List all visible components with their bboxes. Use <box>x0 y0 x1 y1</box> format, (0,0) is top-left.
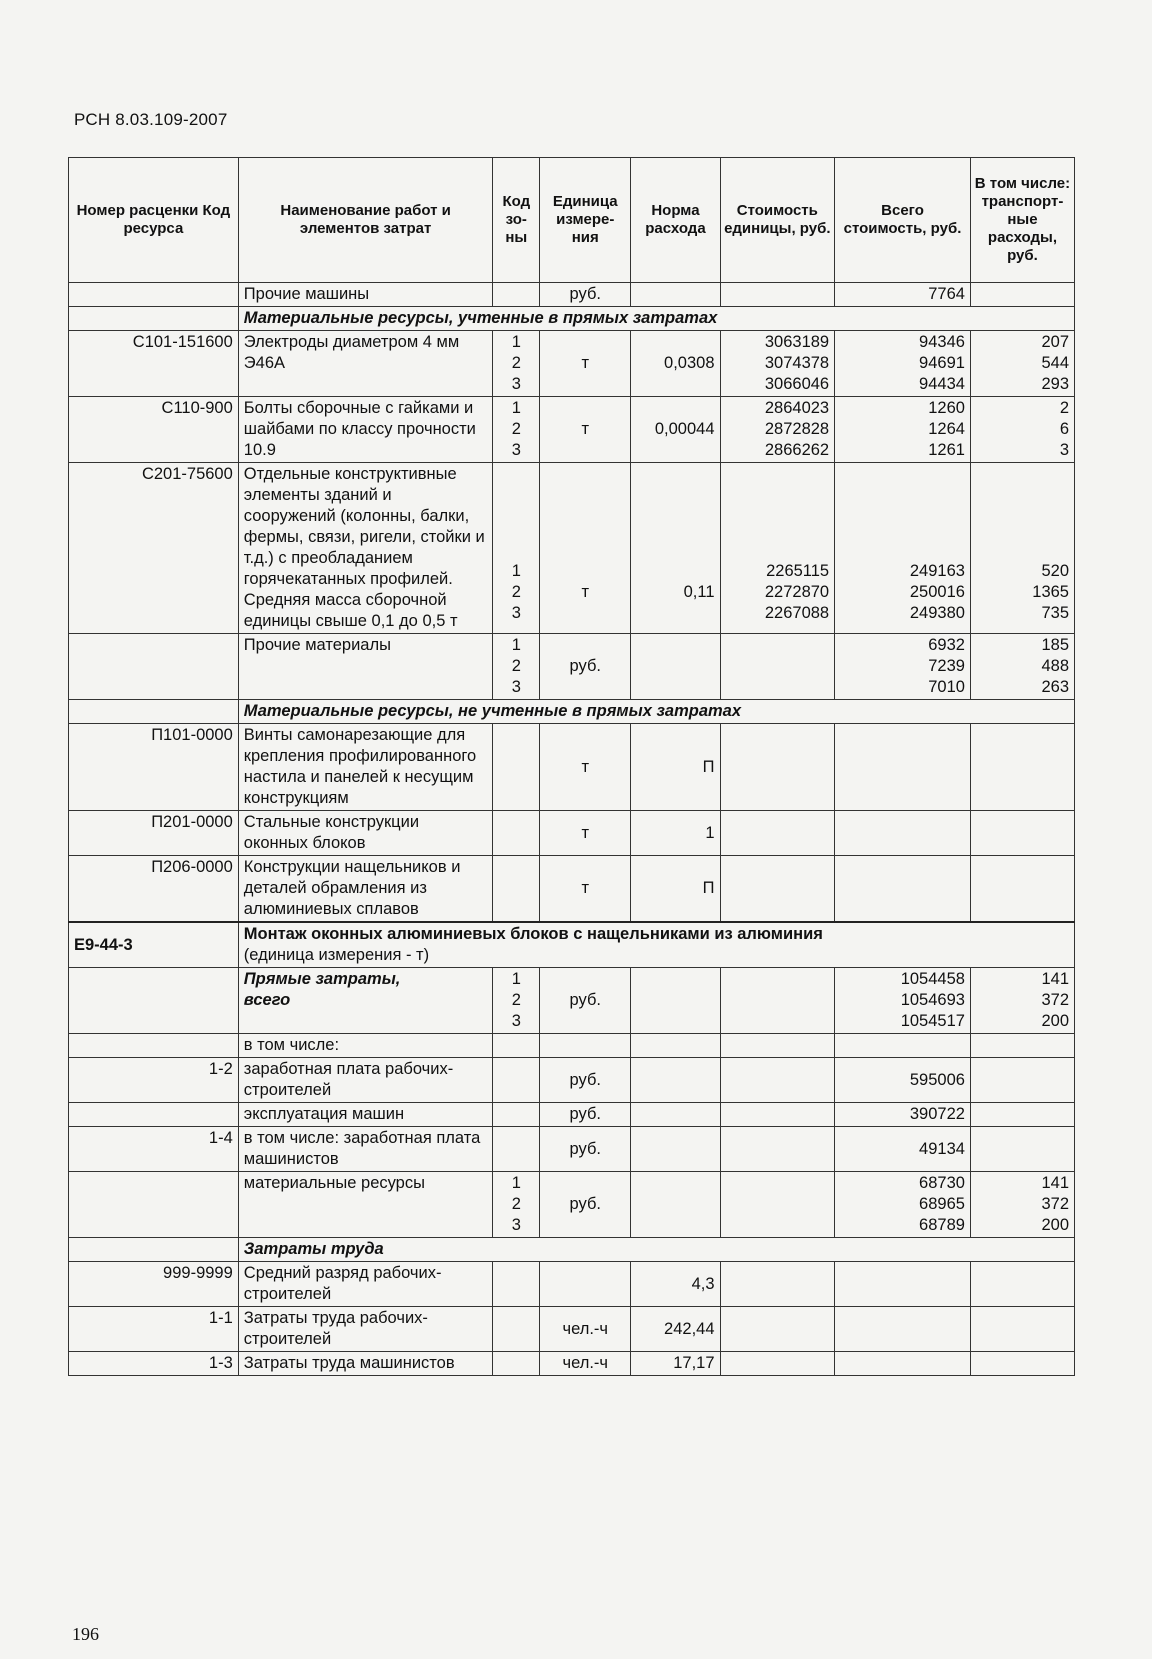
row-unit: чел.-ч <box>540 1352 631 1376</box>
section-row <box>69 1238 1075 1262</box>
row-zones: 1 2 3 <box>493 968 540 1034</box>
row-unit: руб. <box>540 1172 631 1238</box>
row-unit: т <box>540 331 631 397</box>
table-row <box>69 634 1075 700</box>
rate-title: Монтаж оконных алюминиевых блоков с нащельниками из алюминия <box>243 925 823 943</box>
rate-header-row <box>69 922 1075 968</box>
row-norm: П <box>631 856 720 923</box>
row-zones: 1 2 3 <box>493 634 540 700</box>
header-norm: Норма расхода <box>631 158 720 283</box>
table-row <box>69 811 1075 856</box>
row-unit: т <box>540 811 631 856</box>
section-title: Затраты труда <box>238 1238 1074 1262</box>
header-code: Номер расценки Код ресурса <box>69 158 239 283</box>
row-totals: 6932 7239 7010 <box>835 634 971 700</box>
row-transport: 141 372 200 <box>970 1172 1074 1238</box>
row-unit-costs: 2265115 2272870 2267088 <box>720 463 835 634</box>
row-norm: 0,00044 <box>631 397 720 463</box>
row-code: 1-3 <box>69 1352 239 1376</box>
row-name: эксплуатация машин <box>238 1103 493 1127</box>
rate-code: Е9-44-3 <box>69 922 239 968</box>
row-unit: руб. <box>540 1103 631 1127</box>
section-title: Материальные ресурсы, не учтенные в прямых затратах <box>238 700 1074 724</box>
row-zones: 1 2 3 <box>493 331 540 397</box>
table-row <box>69 1058 1075 1103</box>
row-totals: 94346 94691 94434 <box>835 331 971 397</box>
rate-title-cell <box>238 922 1074 968</box>
row-unit: т <box>540 397 631 463</box>
row-name: материальные ресурсы <box>238 1172 493 1238</box>
row-unit: руб. <box>540 634 631 700</box>
row-unit: т <box>540 856 631 923</box>
table-row <box>69 1034 1075 1058</box>
row-code: 1-1 <box>69 1307 239 1352</box>
row-name: Стальные конструкции оконных блоков <box>238 811 493 856</box>
row-name: в том числе: <box>238 1034 493 1058</box>
row-zones: 1 2 3 <box>493 397 540 463</box>
row-code: С110-900 <box>69 397 239 463</box>
row-name: Конструкции нащельников и деталей обрамления из алюминиевых сплавов <box>238 856 493 923</box>
table-row <box>69 856 1075 923</box>
row-code: 999-9999 <box>69 1262 239 1307</box>
row-norm: 1 <box>631 811 720 856</box>
row-unit-costs: 2864023 2872828 2866262 <box>720 397 835 463</box>
row-unit: т <box>540 724 631 811</box>
row-code: П201-0000 <box>69 811 239 856</box>
row-totals: 1054458 1054693 1054517 <box>835 968 971 1034</box>
table-row <box>69 397 1075 463</box>
section-title: Материальные ресурсы, учтенные в прямых затратах <box>238 307 1074 331</box>
row-name: заработная плата рабочих-строителей <box>238 1058 493 1103</box>
row-total: 7764 <box>835 283 971 307</box>
table-row <box>69 331 1075 397</box>
document-code: РСН 8.03.109-2007 <box>74 110 228 129</box>
table-row <box>69 1352 1075 1376</box>
table-row <box>69 1307 1075 1352</box>
row-total: 595006 <box>835 1058 971 1103</box>
row-totals: 1260 1264 1261 <box>835 397 971 463</box>
row-name: Отдельные конструктивные элементы зданий и сооружений (колонны, балки, фермы, связи, ригели, стойки и т.д.) с преобладанием горячекатанных профилей. Средняя масса сборочной единицы свыше 0,1 до 0,5 т <box>238 463 493 634</box>
row-code: С101-151600 <box>69 331 239 397</box>
row-code: П101-0000 <box>69 724 239 811</box>
row-total: 390722 <box>835 1103 971 1127</box>
table-row <box>69 283 1075 307</box>
row-totals: 249163 250016 249380 <box>835 463 971 634</box>
header-name: Наименование работ и элементов затрат <box>238 158 493 283</box>
row-name: Электроды диаметром 4 мм Э46А <box>238 331 493 397</box>
row-transport: 185 488 263 <box>970 634 1074 700</box>
row-unit: руб. <box>540 1058 631 1103</box>
row-name: Винты самонарезающие для крепления профилированного настила и панелей к несущим конструкциям <box>238 724 493 811</box>
header-unit-cost: Стоимость единицы, руб. <box>720 158 835 283</box>
row-norm: 4,3 <box>631 1262 720 1307</box>
table-row <box>69 1172 1075 1238</box>
section-row <box>69 700 1075 724</box>
table-row <box>69 968 1075 1034</box>
table-row <box>69 724 1075 811</box>
row-code: 1-2 <box>69 1058 239 1103</box>
header-row <box>69 158 1075 283</box>
row-totals: 68730 68965 68789 <box>835 1172 971 1238</box>
row-unit: чел.-ч <box>540 1307 631 1352</box>
table-row <box>69 463 1075 634</box>
header-unit: Единица измере- ния <box>540 158 631 283</box>
row-code: П206-0000 <box>69 856 239 923</box>
row-total: 49134 <box>835 1127 971 1172</box>
row-code: С201-75600 <box>69 463 239 634</box>
row-name: Болты сборочные с гайками и шайбами по классу прочности 10.9 <box>238 397 493 463</box>
row-name: Средний разряд рабочих-строителей <box>238 1262 493 1307</box>
header-zone: Код зо- ны <box>493 158 540 283</box>
header-transport: В том числе: транспорт- ные расходы, руб. <box>970 158 1074 283</box>
row-name: Прочие машины <box>238 283 493 307</box>
table-row <box>69 1262 1075 1307</box>
row-unit: т <box>540 463 631 634</box>
row-unit: руб. <box>540 1127 631 1172</box>
row-name: Прямые затраты, всего <box>238 968 493 1034</box>
page-number: 196 <box>72 1624 99 1644</box>
row-unit-costs: 3063189 3074378 3066046 <box>720 331 835 397</box>
row-transport: 2 6 3 <box>970 397 1074 463</box>
row-norm: 0,11 <box>631 463 720 634</box>
row-name: в том числе: заработная плата машинистов <box>238 1127 493 1172</box>
row-name: Прочие материалы <box>238 634 493 700</box>
row-name: Затраты труда рабочих-строителей <box>238 1307 493 1352</box>
row-name: Затраты труда машинистов <box>238 1352 493 1376</box>
row-zones: 1 2 3 <box>493 1172 540 1238</box>
row-code: 1-4 <box>69 1127 239 1172</box>
row-norm: 242,44 <box>631 1307 720 1352</box>
table-row <box>69 1127 1075 1172</box>
header-total-cost: Всего стоимость, руб. <box>835 158 971 283</box>
row-zones: 1 2 3 <box>493 463 540 634</box>
section-row <box>69 307 1075 331</box>
row-transport: 207 544 293 <box>970 331 1074 397</box>
rate-subtitle: (единица измерения - т) <box>243 946 430 964</box>
table-row <box>69 1103 1075 1127</box>
row-transport: 141 372 200 <box>970 968 1074 1034</box>
row-norm: 17,17 <box>631 1352 720 1376</box>
price-table <box>68 157 1075 1376</box>
row-unit: руб. <box>540 968 631 1034</box>
row-transport: 520 1365 735 <box>970 463 1074 634</box>
row-norm: 0,0308 <box>631 331 720 397</box>
row-norm: П <box>631 724 720 811</box>
row-unit: руб. <box>540 283 631 307</box>
